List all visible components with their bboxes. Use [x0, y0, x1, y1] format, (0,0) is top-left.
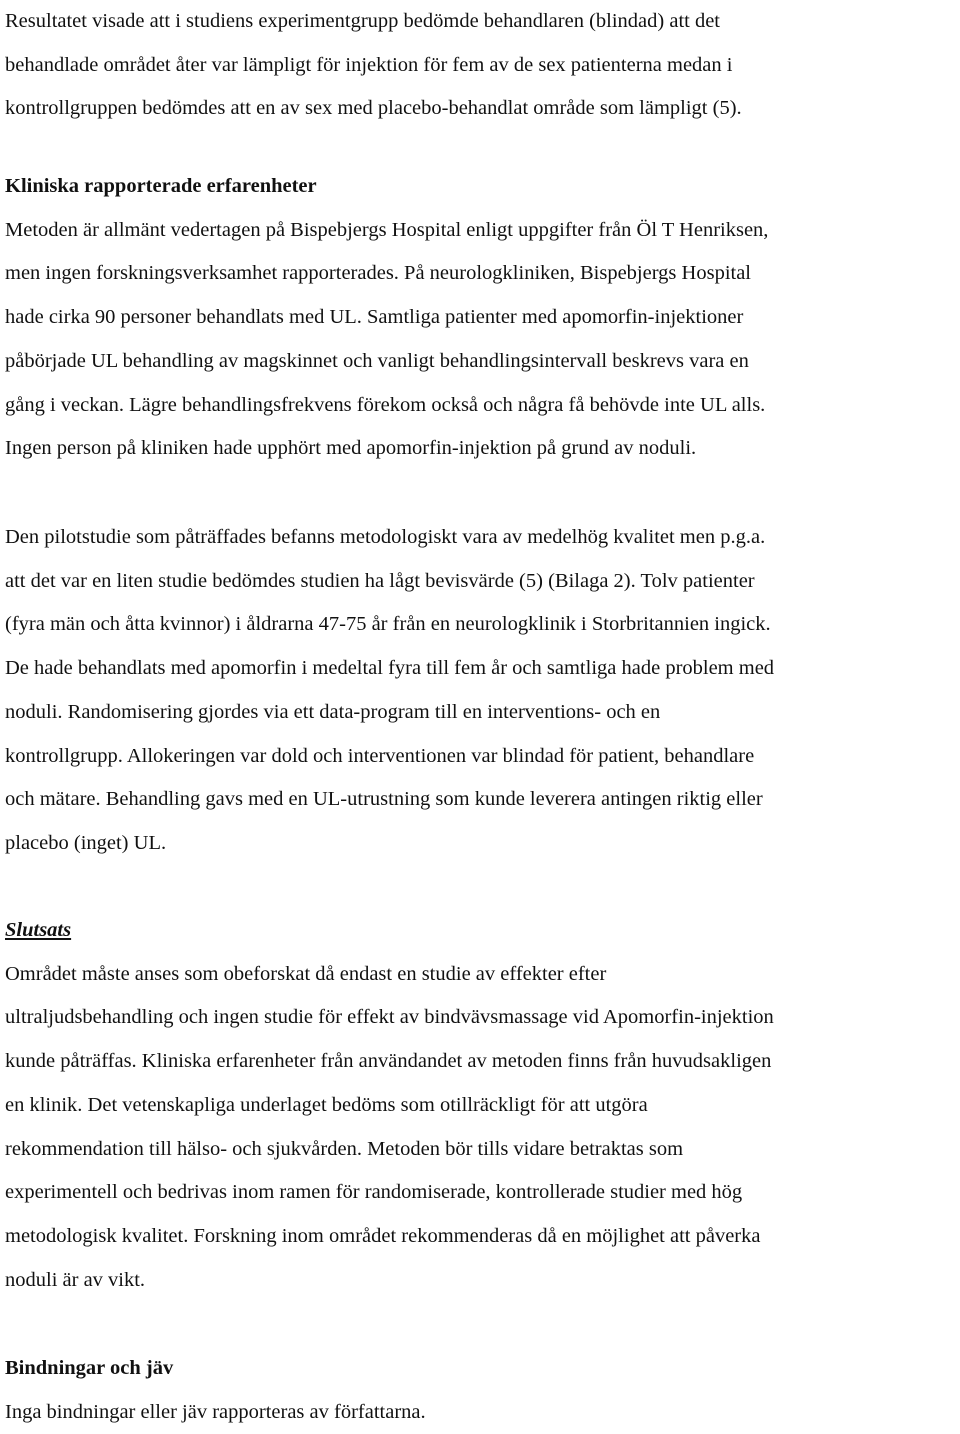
- text-line: kontrollgrupp. Allokeringen var dold och interventionen var blindad för patient, behandlare: [5, 744, 755, 767]
- text-line: och mätare. Behandling gavs med en UL-utrustning som kunde leverera antingen riktig eller: [5, 788, 763, 811]
- text-line: men ingen forskningsverksamhet rapporterades. På neurologkliniken, Bispebjergs Hospital: [5, 262, 752, 285]
- text-line: Inga bindningar eller jäv rapporteras av författarna.: [5, 1400, 426, 1423]
- text-line: De hade behandlats med apomorfin i medeltal fyra till fem år och samtliga hade problem med: [5, 657, 775, 680]
- text-line: hade cirka 90 personer behandlats med UL. Samtliga patienter med apomorfin-injektioner: [5, 306, 744, 329]
- text-line: kunde påträffas. Kliniska erfarenheter från användandet av metoden finns från huvudsakligen: [5, 1050, 772, 1073]
- text-line: Metoden är allmänt vedertagen på Bispebjergs Hospital enligt uppgifter från Öl T Henriksen,: [5, 218, 769, 241]
- text-line: metodologisk kvalitet. Forskning inom området rekommenderas då en möjlighet att påverka: [5, 1224, 761, 1247]
- text-line: Den pilotstudie som påträffades befanns metodologiskt vara av medelhög kvalitet men p.g.a.: [5, 526, 766, 548]
- section-heading-clinical: Kliniska rapporterade erfarenheter: [5, 175, 317, 197]
- conclusion-section: [5, 909, 774, 1302]
- section-heading-conclusion: Slutsats: [5, 919, 72, 941]
- text-line: gång i veckan. Lägre behandlingsfrekvens förekom också och några få behövde inte UL alls.: [5, 393, 766, 416]
- text-line: ultraljudsbehandling och ingen studie för effekt av bindvävsmassage vid Apomorfin-injektion: [5, 1006, 774, 1029]
- text-line: kontrollgruppen bedömdes att en av sex med placebo-behandlat område som lämpligt (5).: [5, 97, 742, 120]
- pilot-study-paragraph: [5, 516, 774, 866]
- text-line: placebo (inget) UL.: [5, 831, 167, 854]
- clinical-experience-section: [5, 165, 768, 471]
- text-line: påbörjade UL behandling av magskinnet och vanligt behandlingsintervall beskrevs vara en: [5, 349, 749, 372]
- results-paragraph: [5, 0, 742, 131]
- text-line: Ingen person på kliniken hade upphört med apomorfin-injektion på grund av noduli.: [5, 437, 697, 460]
- text-line: noduli är av vikt.: [5, 1268, 146, 1291]
- text-line: Resultatet visade att i studiens experimentgrupp bedömde behandlaren (blindad) att det: [5, 10, 721, 32]
- section-heading-conflicts: Bindningar och jäv: [5, 1357, 174, 1379]
- text-line: experimentell och bedrivas inom ramen för randomiserade, kontrollerade studier med hög: [5, 1181, 743, 1204]
- text-line: behandlade området åter var lämpligt för injektion för fem av de sex patienterna medan i: [5, 53, 733, 76]
- text-line: Området måste anses som obeforskat då endast en studie av effekter efter: [5, 962, 607, 985]
- text-line: en klinik. Det vetenskapliga underlaget bedöms som otillräckligt för att utgöra: [5, 1093, 648, 1116]
- text-line: rekommendation till hälso- och sjukvården. Metoden bör tills vidare betraktas som: [5, 1137, 684, 1160]
- text-line: noduli. Randomisering gjordes via ett data-program till en interventions- och en: [5, 700, 661, 723]
- conflicts-section: [5, 1347, 426, 1434]
- text-line: (fyra män och åtta kvinnor) i åldrarna 47-75 år från en neurologklinik i Storbritannien ingick.: [5, 613, 771, 636]
- text-line: att det var en liten studie bedömdes studien ha lågt bevisvärde (5) (Bilaga 2). Tolv patienter: [5, 569, 755, 592]
